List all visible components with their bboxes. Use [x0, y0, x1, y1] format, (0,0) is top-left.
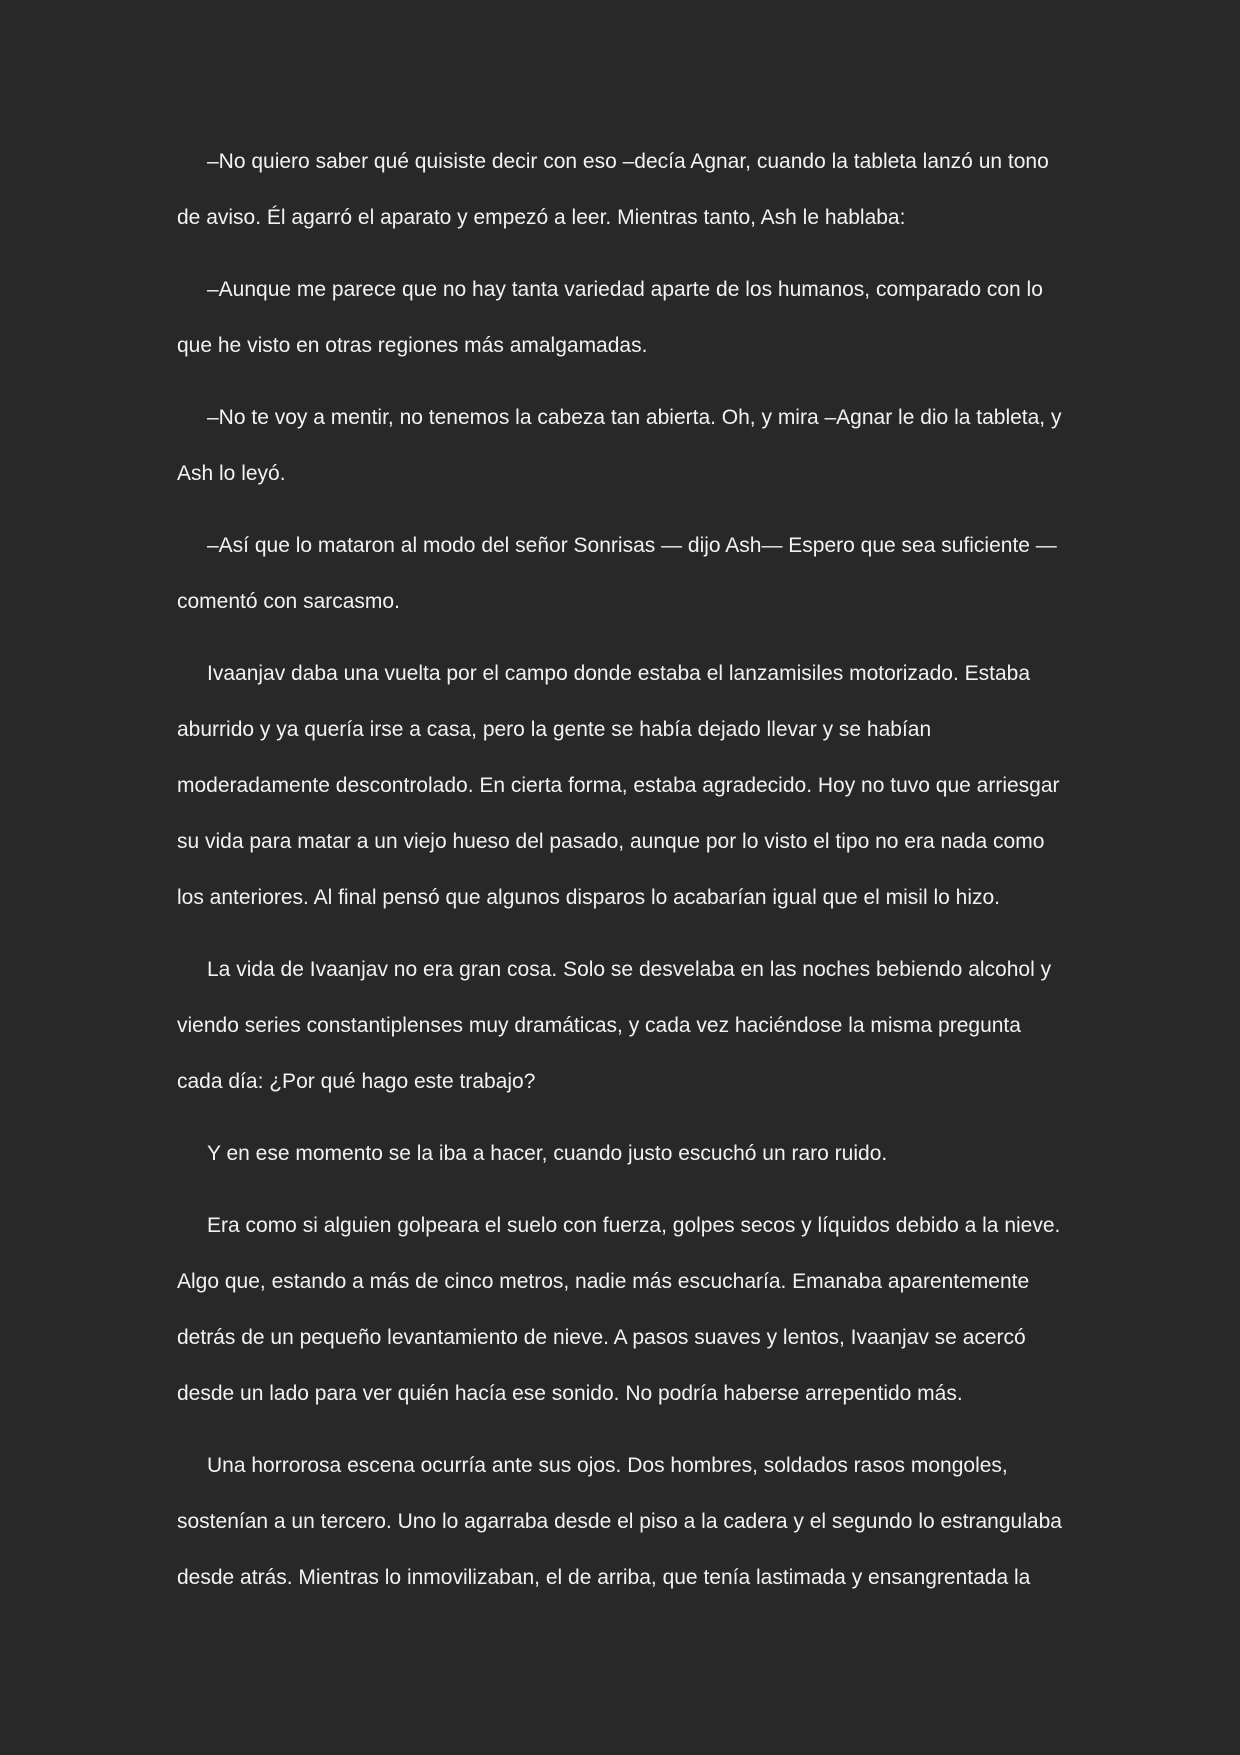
paragraph: –No te voy a mentir, no tenemos la cabeza tan abierta. Oh, y mira –Agnar le dio la tableta, y Ash lo leyó.	[177, 406, 1062, 485]
paragraph: Y en ese momento se la iba a hacer, cuando justo escuchó un raro ruido.	[207, 1142, 888, 1165]
paragraph: –No quiero saber qué quisiste decir con eso –decía Agnar, cuando la tableta lanzó un tono de aviso. Él agarró el aparato y empezó a leer. Mientras tanto, Ash le hablaba:	[177, 150, 1049, 229]
paragraph: –Así que lo mataron al modo del señor Sonrisas — dijo Ash— Espero que sea suficiente — comentó con sarcasmo.	[177, 534, 1057, 613]
paragraph: Era como si alguien golpeara el suelo con fuerza, golpes secos y líquidos debido a la nieve. Algo que, estando a más de cinco metros, nadie más escucharía. Emanaba aparentemente detrás de un pequeño levantamiento de nieve. A pasos suaves y lentos, Ivaanjav se acercó desde un lado para ver quién hacía ese sonido. No podría haberse arrepentido más.	[177, 1214, 1061, 1405]
paragraph: Ivaanjav daba una vuelta por el campo donde estaba el lanzamisiles motorizado. Estaba aburrido y ya quería irse a casa, pero la gente se había dejado llevar y se habían moderadamente descontrolado. En cierta forma, estaba agradecido. Hoy no tuvo que arriesgar su vida para matar a un viejo hueso del pasado, aunque por lo visto el tipo no era nada como los anteriores. Al final pensó que algunos disparos lo acabarían igual que el misil lo hizo.	[177, 662, 1060, 909]
paragraph: Una horrorosa escena ocurría ante sus ojos. Dos hombres, soldados rasos mongoles, sostenían a un tercero. Uno lo agarraba desde el piso a la cadera y el segundo lo estrangulaba desde atrás. Mientras lo inmovilizaban, el de arriba, que tenía lastimada y ensangrentada la	[177, 1454, 1062, 1589]
paragraph: La vida de Ivaanjav no era gran cosa. Solo se desvelaba en las noches bebiendo alcohol y viendo series constantiplenses muy dramáticas, y cada vez haciéndose la misma pregunta cada día: ¿Por qué hago este trabajo?	[177, 958, 1052, 1093]
paragraph: –Aunque me parece que no hay tanta variedad aparte de los humanos, comparado con lo que he visto en otras regiones más amalgamadas.	[177, 278, 1043, 357]
